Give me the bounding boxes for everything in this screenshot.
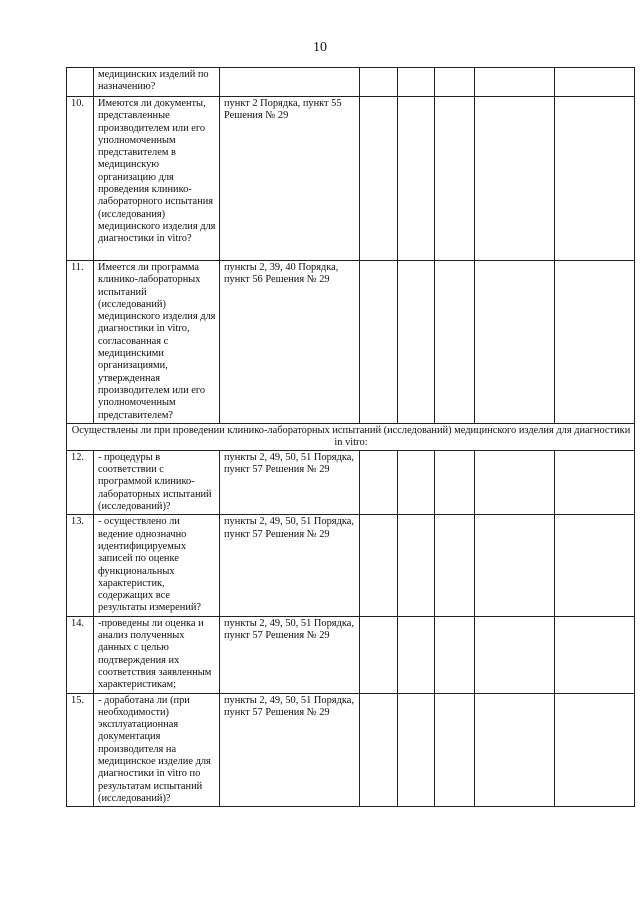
answer-cell [435,515,475,616]
reference-cell: пункт 2 Порядка, пункт 55 Решения № 29 [220,97,360,261]
row-number: 15. [67,693,94,807]
answer-cell [435,450,475,514]
checklist-table [66,67,635,807]
table-row [67,261,635,424]
answer-cell [475,97,555,261]
answer-cell [360,693,398,807]
answer-cell [475,693,555,807]
answer-cell [360,261,398,424]
table-row [67,515,635,616]
reference-cell [220,68,360,97]
answer-cell [435,68,475,97]
table-row [67,616,635,693]
answer-cell [555,515,635,616]
table-row [67,97,635,261]
answer-cell [555,616,635,693]
answer-cell [398,616,435,693]
answer-cell [475,261,555,424]
answer-cell [555,450,635,514]
question-cell: - осуществлено ли ведение однозначно идентифицируемых записей по оценке функциональных характеристик, содержащих все результаты измерений? [94,515,220,616]
answer-cell [555,261,635,424]
reference-cell: пункты 2, 49, 50, 51 Порядка, пункт 57 Решения № 29 [220,515,360,616]
answer-cell [360,616,398,693]
row-number: 10. [67,97,94,261]
answer-cell [360,97,398,261]
row-number [67,68,94,97]
reference-cell: пункты 2, 49, 50, 51 Порядка, пункт 57 Решения № 29 [220,616,360,693]
answer-cell [398,693,435,807]
row-number: 12. [67,450,94,514]
answer-cell [475,450,555,514]
answer-cell [555,693,635,807]
answer-cell [475,515,555,616]
answer-cell [555,97,635,261]
answer-cell [398,261,435,424]
reference-cell: пункты 2, 49, 50, 51 Порядка, пункт 57 Решения № 29 [220,693,360,807]
question-cell: - доработана ли (при необходимости) эксплуатационная документация производителя на медицинское изделие для диагностики in vitro по результатам испытаний (исследований)? [94,693,220,807]
answer-cell [475,616,555,693]
row-number: 13. [67,515,94,616]
answer-cell [435,261,475,424]
reference-cell: пункты 2, 39, 40 Порядка, пункт 56 Решения № 29 [220,261,360,424]
answer-cell [398,68,435,97]
answer-cell [435,693,475,807]
question-cell: Имеется ли программа клинико-лабораторных испытаний (исследований) медицинского изделия для диагностики in vitro, согласованная с медицинскими организациями, утвержденная производителем или его уполномоченным представителем? [94,261,220,424]
table-row [67,693,635,807]
answer-cell [435,97,475,261]
section-row [67,423,635,450]
row-number: 14. [67,616,94,693]
answer-cell [555,68,635,97]
answer-cell [360,450,398,514]
answer-cell [360,515,398,616]
reference-cell: пункты 2, 49, 50, 51 Порядка, пункт 57 Решения № 29 [220,450,360,514]
question-cell: - процедуры в соответствии с программой клинико-лабораторных испытаний (исследований)? [94,450,220,514]
answer-cell [435,616,475,693]
answer-cell [475,68,555,97]
question-cell: медицинских изделий по назначению? [94,68,220,97]
table-row [67,450,635,514]
section-heading: Осуществлены ли при проведении клинико-лабораторных испытаний (исследований) медицинского изделия для диагностики in vitro: [67,423,635,450]
answer-cell [398,515,435,616]
answer-cell [360,68,398,97]
page-number: 10 [313,40,327,55]
question-cell: -проведены ли оценка и анализ полученных данных с целью подтверждения их соответствия заявленным характеристикам; [94,616,220,693]
question-cell: Имеются ли документы, представленные производителем или его уполномоченным представителем в медицинскую организацию для проведения клинико-лабораторного испытания (исследования) медицинского изделия для диагностики in vitro? [94,97,220,261]
answer-cell [398,450,435,514]
answer-cell [398,97,435,261]
row-number: 11. [67,261,94,424]
table-row [67,68,635,97]
